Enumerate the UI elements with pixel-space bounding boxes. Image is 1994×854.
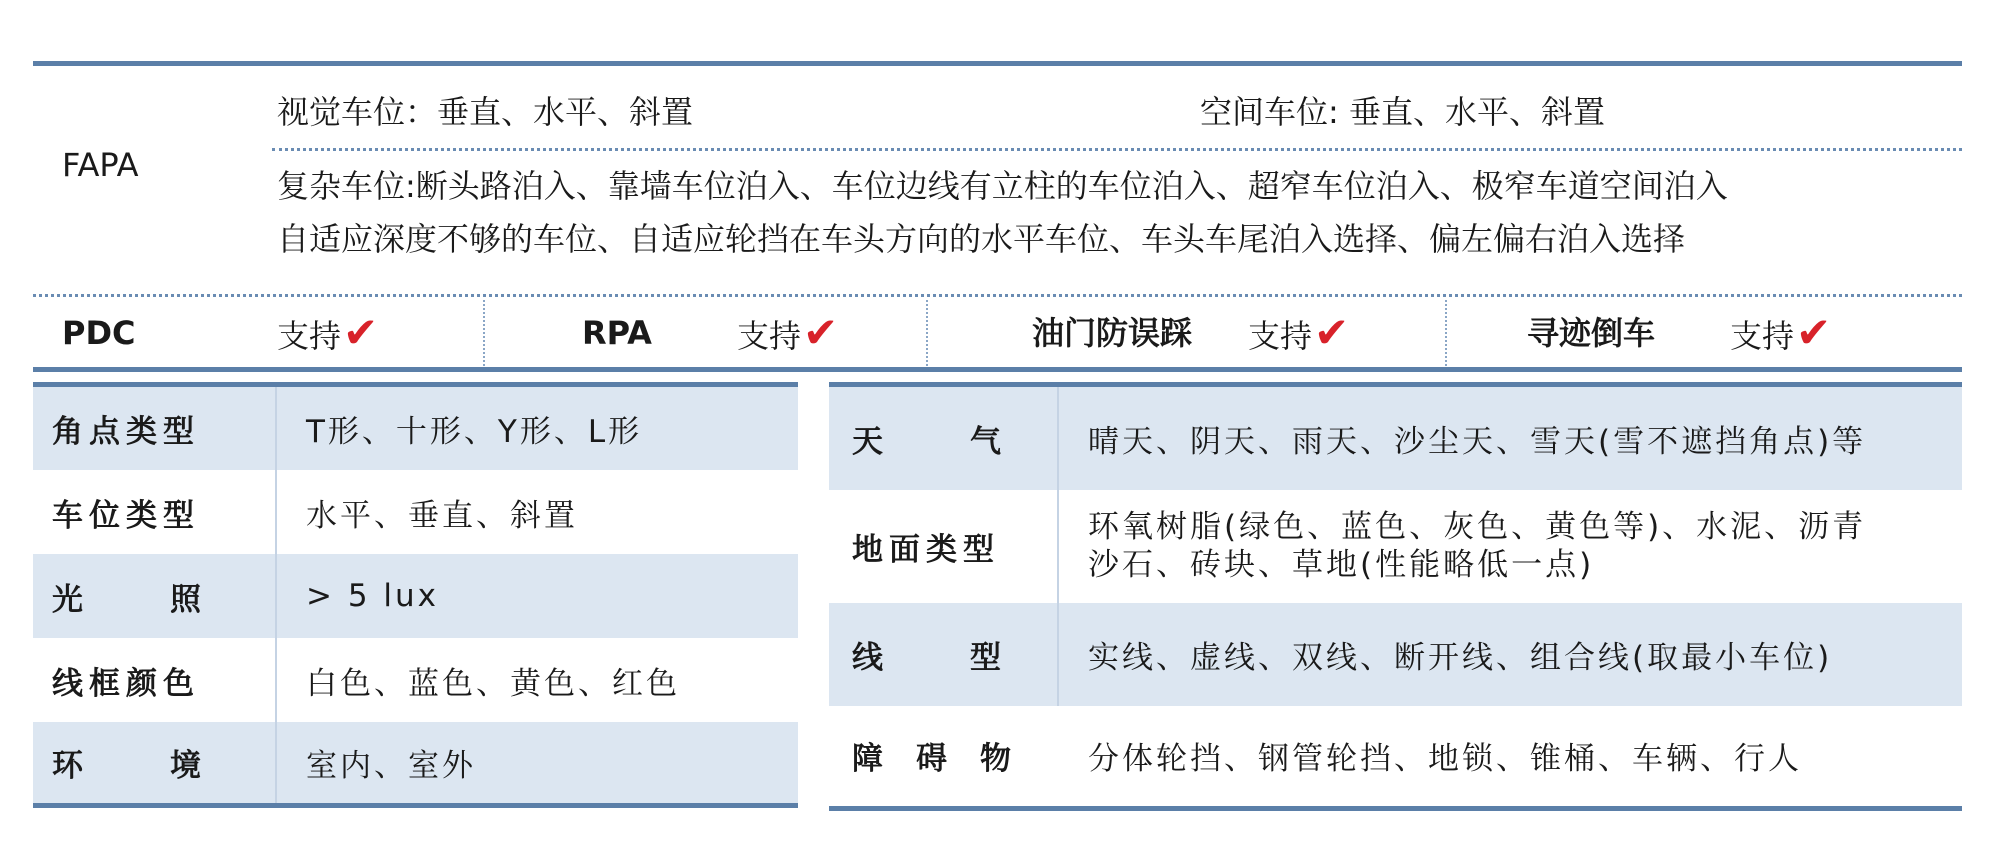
feature-separator: [926, 300, 928, 366]
left-row-value: T形、十形、Y形、L形: [306, 414, 643, 450]
right-row-label: 地面类型: [852, 532, 1000, 568]
left-row-label: 车位类型: [52, 497, 200, 534]
left-row-label: 线框颜色: [52, 665, 200, 702]
right-row-value: 实线、虚线、双线、断开线、组合线(取最小车位): [1088, 640, 1833, 676]
status-text: 支持: [1248, 317, 1313, 355]
right-row-value-line: 沙石、砖块、草地(性能略低一点): [1088, 547, 1595, 583]
right-row-value: [1088, 508, 1866, 584]
left-row-label: 环 境: [52, 748, 207, 784]
right-row-label: 天 气: [852, 424, 1007, 460]
feature-status-pdc: [277, 308, 379, 357]
right-row-value-line: 环氧树脂(绿色、蓝色、灰色、黄色等)、水泥、沥青: [1088, 509, 1867, 545]
feature-name-throttle-protection: 油门防误踩: [1032, 314, 1193, 352]
feature-row-top-divider: [33, 294, 1962, 297]
check-icon: ✔: [1314, 308, 1350, 357]
fapa-complex-line2: 自适应深度不够的车位、自适应轮挡在车头方向的水平车位、车头车尾泊入选择、偏左偏右泊入选择: [277, 220, 1686, 258]
right-row-label: 线 型: [852, 640, 1007, 676]
feature-name-trace-reverse: 寻迹倒车: [1527, 314, 1656, 352]
fapa-inner-divider: [272, 148, 1962, 151]
fapa-visual-slots: 视觉车位：垂直、水平、斜置: [277, 93, 694, 131]
feature-separator: [1445, 300, 1447, 366]
feature-row-bottom-rule: [33, 367, 1962, 372]
feature-name-pdc: PDC: [62, 314, 136, 352]
right-table-column-separator: [1057, 387, 1059, 706]
top-rule: [33, 61, 1962, 66]
right-row-value: 晴天、阴天、雨天、沙尘天、雪天(雪不遮挡角点)等: [1088, 424, 1867, 460]
feature-name-rpa: RPA: [582, 314, 652, 352]
left-row-value: 白色、蓝色、黄色、红色: [306, 665, 680, 702]
left-table-bottom-rule: [33, 803, 798, 808]
fapa-space-slots: 空间车位: 垂直、水平、斜置: [1200, 93, 1605, 131]
feature-status-throttle-protection: [1248, 308, 1350, 357]
left-row-value: 水平、垂直、斜置: [306, 497, 578, 534]
status-text: 支持: [1730, 317, 1795, 355]
right-row-label: 障 碍 物: [852, 740, 1017, 777]
check-icon: ✔: [343, 308, 379, 357]
feature-separator: [483, 300, 485, 366]
check-icon: ✔: [1796, 308, 1832, 357]
left-row-label: 角点类型: [52, 414, 200, 450]
left-row-label: 光 照: [52, 581, 207, 618]
feature-status-rpa: [737, 308, 839, 357]
fapa-label: FAPA: [62, 146, 139, 184]
right-row-value: 分体轮挡、钢管轮挡、地锁、锥桶、车辆、行人: [1088, 740, 1802, 777]
status-text: 支持: [737, 317, 802, 355]
left-row-value: > 5 lux: [306, 578, 440, 614]
left-row-value: 室内、室外: [306, 748, 476, 784]
right-table-bottom-rule: [829, 806, 1962, 811]
fapa-complex-line1: 复杂车位:断头路泊入、靠墙车位泊入、车位边线有立柱的车位泊入、超窄车位泊入、极窄车道空间泊入: [277, 167, 1728, 205]
feature-status-trace-reverse: [1730, 308, 1832, 357]
status-text: 支持: [277, 317, 342, 355]
check-icon: ✔: [803, 308, 839, 357]
left-table-column-separator: [275, 387, 277, 803]
